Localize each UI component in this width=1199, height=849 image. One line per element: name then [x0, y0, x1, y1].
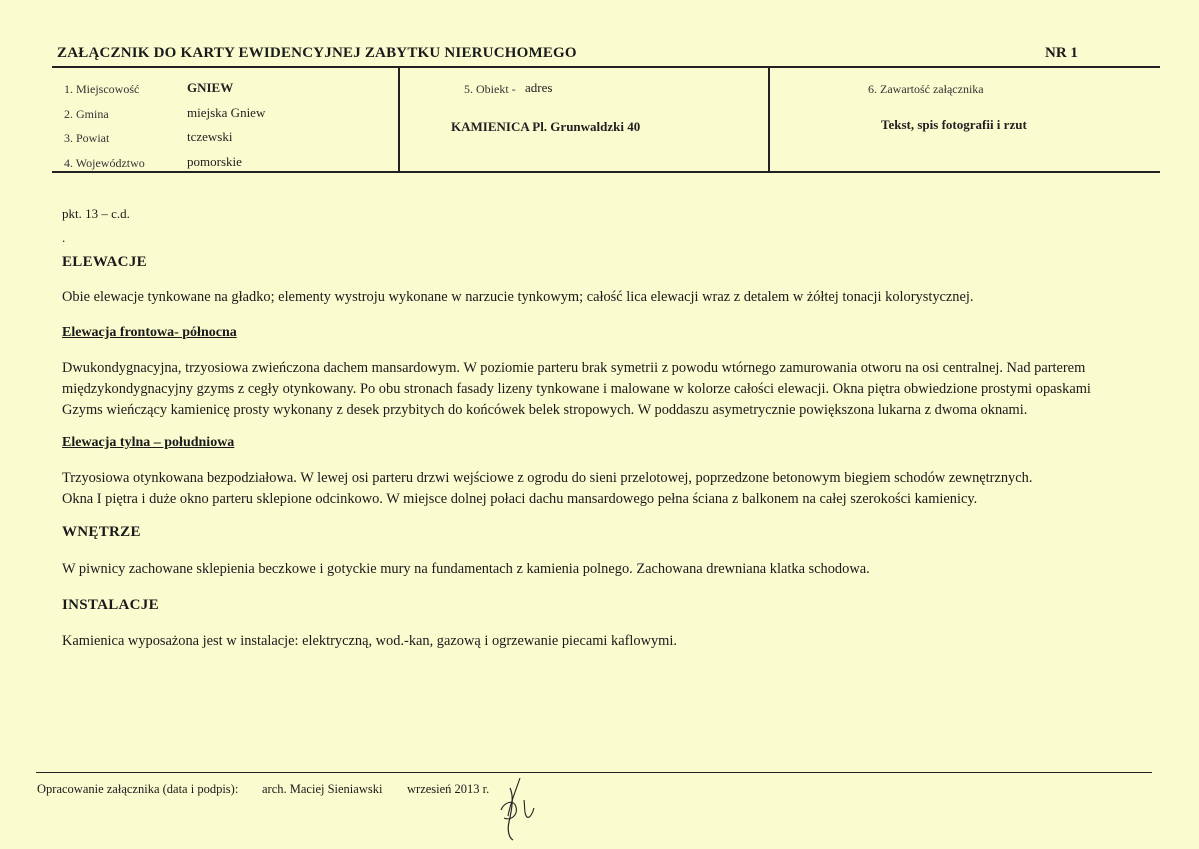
continuation-note: pkt. 13 – c.d.: [62, 206, 130, 221]
miejscowosc-value: GNIEW: [187, 80, 234, 95]
wojewodztwo-value: pomorskie: [187, 154, 242, 169]
powiat-value: tczewski: [187, 129, 233, 144]
miejscowosc-label: 1. Miejscowość: [64, 82, 140, 96]
footer-date: wrzesień 2013 r.: [407, 782, 490, 796]
instalacje-heading: INSTALACJE: [62, 597, 159, 613]
wojewodztwo-label: 4. Województwo: [64, 156, 145, 170]
elewacje-text: Obie elewacje tynkowane na gładko; elementy wystroju wykonane w narzucie tynkowym; całość lica elewacji wraz z detalem w żółtej tonacji kolorystycznej.: [62, 289, 974, 305]
attachment-number: NR 1: [1045, 45, 1078, 61]
footer-author: arch. Maciej Sieniawski: [262, 782, 383, 796]
zawartosc-label: 6. Zawartość załącznika: [868, 82, 984, 96]
wnetrze-heading: WNĘTRZE: [62, 524, 141, 540]
obiekt-label: 5. Obiekt -: [464, 82, 516, 96]
tylna-heading: Elewacja tylna – południowa: [62, 435, 235, 450]
frontowa-line-1: Dwukondygnacyjna, trzyosiowa zwieńczona dachem mansardowym. W poziomie parteru brak symetrii z powodu wtórnego zamurowania otworu na osi centralnej. Nad parterem: [62, 360, 1086, 376]
gmina-label: 2. Gmina: [64, 107, 109, 121]
table-top-border: [52, 66, 1160, 68]
powiat-label: 3. Powiat: [64, 131, 110, 145]
obiekt-label-value: adres: [525, 80, 553, 95]
frontowa-line-2: międzykondygnacyjny gzyms z cegły otynkowany. Po obu stronach fasady lizeny tynkowane i malowane w kolorze całości elewacji. Okna piętra obwiedzione prostymi opaskami: [62, 381, 1091, 397]
frontowa-line-3: Gzyms wieńczący kamienicę prosty wykonany z desek przybitych do końcówek belek stropowych. W poddaszu asymetrycznie powiększona lukarna z dwoma oknami.: [62, 402, 1028, 418]
frontowa-heading: Elewacja frontowa- północna: [62, 325, 237, 340]
table-bottom-border: [52, 171, 1160, 173]
table-divider-2: [768, 67, 770, 172]
instalacje-text: Kamienica wyposażona jest w instalacje: elektryczną, wod.-kan, gazową i ogrzewanie piecami kaflowymi.: [62, 633, 677, 649]
tylna-line-2: Okna I piętra i duże okno parteru sklepione odcinkowo. W miejsce dolnej połaci dachu mansardowego pełna ściana z balkonem na całej szerokości kamienicy.: [62, 491, 978, 507]
signature-icon: [492, 774, 552, 844]
page-title: ZAŁĄCZNIK DO KARTY EWIDENCYJNEJ ZABYTKU NIERUCHOMEGO: [57, 45, 577, 61]
footer-label: Opracowanie załącznika (data i podpis):: [37, 782, 239, 796]
tylna-line-1: Trzyosiowa otynkowana bezpodziałowa. W lewej osi parteru drzwi wejściowe z ogrodu do sieni przelotowej, poprzedzone betonowym biegiem schodów zewnętrznych.: [62, 470, 1033, 486]
obiekt-value: KAMIENICA Pl. Grunwaldzki 40: [451, 119, 641, 134]
stray-dot: .: [62, 230, 66, 245]
footer-rule: [36, 772, 1152, 773]
wnetrze-text: W piwnicy zachowane sklepienia beczkowe i gotyckie mury na fundamentach z kamienia polnego. Zachowana drewniana klatka schodowa.: [62, 561, 870, 577]
elewacje-heading: ELEWACJE: [62, 254, 147, 270]
table-divider-1: [398, 67, 400, 172]
zawartosc-value: Tekst, spis fotografii i rzut: [881, 117, 1027, 132]
gmina-value: miejska Gniew: [187, 105, 266, 120]
